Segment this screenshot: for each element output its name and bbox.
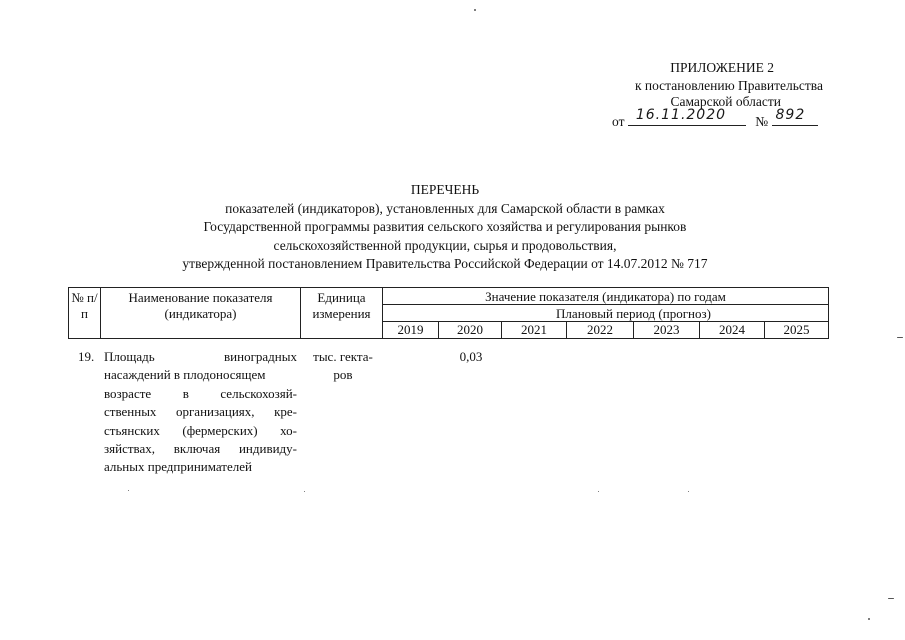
year-2019: 2019 [383, 322, 439, 339]
scan-speck [868, 618, 870, 620]
year-2024: 2024 [700, 322, 765, 339]
appendix-line-1: к постановлению Правительства [634, 78, 823, 93]
name-line: ственных организациях, кре- [104, 404, 297, 420]
scan-speck [474, 9, 476, 11]
row-value-2020: 0,03 [459, 349, 483, 364]
year-2025: 2025 [765, 322, 829, 339]
number-prefix: № [755, 114, 769, 129]
year-2020: 2020 [439, 322, 502, 339]
number-value: 892 [775, 107, 806, 123]
heading-title: ПЕРЕЧЕНЬ [410, 182, 480, 197]
col-period-header: Плановый период (прогноз) [383, 305, 829, 322]
scan-speck [304, 491, 305, 492]
heading-line: сельскохозяйственной продукции, сырья и продовольствия, [273, 237, 617, 253]
year-2021: 2021 [502, 322, 567, 339]
appendix-line-2: Самарской области [670, 94, 781, 109]
name-line: альных предпринимателей [104, 459, 252, 475]
appendix-title: ПРИЛОЖЕНИЕ 2 [670, 60, 774, 75]
unit-line: ров [333, 367, 353, 383]
heading-line: утвержденной постановлением Правительства Российской Федерации от 14.07.2012 № 717 [182, 256, 708, 271]
date-underline [628, 107, 746, 126]
date-value: 16.11.2020 [635, 107, 727, 123]
row-number: 19. [78, 349, 95, 364]
name-line: насаждений в плодоносящем [104, 367, 266, 383]
heading-line: показателей (индикаторов), установленных для Самарской области в рамках [225, 200, 665, 216]
row-unit [303, 348, 383, 385]
col-unit-header: Единица измерения [301, 288, 383, 339]
col-values-header: Значение показателя (индикатора) по годам [383, 288, 829, 305]
scan-speck [598, 491, 599, 492]
name-line: стьянских (фермерских) хо- [104, 422, 297, 438]
year-2023: 2023 [634, 322, 700, 339]
indicator-table-header [68, 287, 829, 339]
name-line: зяйствах, включая индивиду- [104, 441, 297, 457]
name-line: Площадь виноградных [104, 349, 297, 364]
col-number-header: № п/п [69, 288, 101, 339]
year-2022: 2022 [567, 322, 634, 339]
unit-line: тыс. гекта- [313, 349, 373, 364]
row-indicator-name [104, 348, 297, 477]
scan-speck [688, 491, 689, 492]
appendix-date-row [612, 107, 818, 129]
document-heading [100, 181, 790, 274]
col-name-header: Наименование показателя (индикатора) [101, 288, 301, 339]
number-underline [772, 107, 818, 126]
scan-speck [128, 490, 129, 491]
date-prefix: от [612, 114, 625, 129]
scan-speck [888, 598, 894, 599]
heading-line: Государственной программы развития сельского хозяйства и регулирования рынков [203, 219, 687, 234]
scan-speck [897, 337, 903, 338]
name-line: возрасте в сельскохозяй- [104, 385, 297, 401]
